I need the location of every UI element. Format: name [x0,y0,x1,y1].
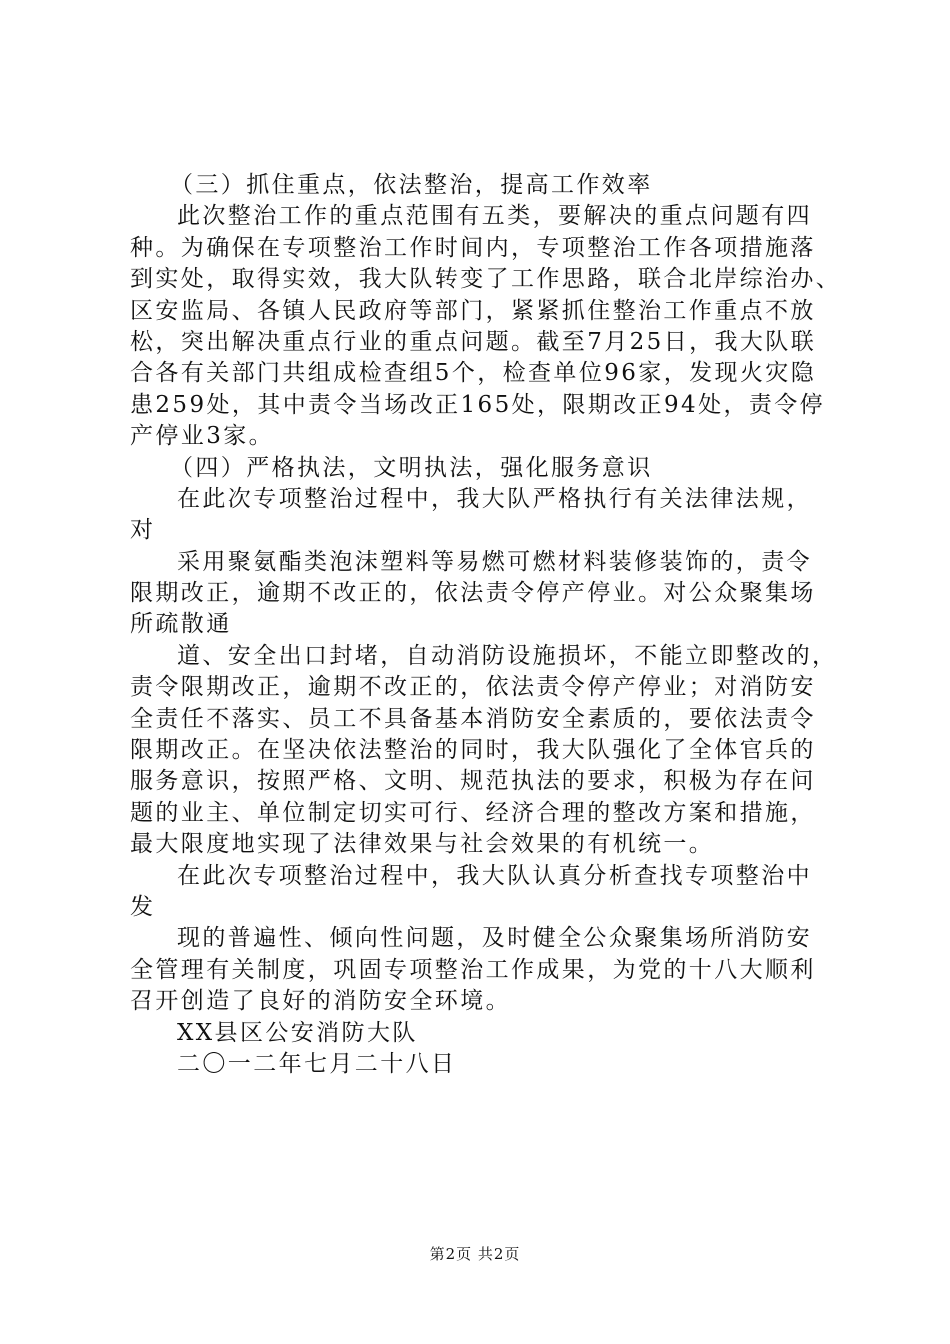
section-heading-3: （三）抓住重点，依法整治，提高工作效率 [170,172,653,198]
paragraph-4c [130,641,838,861]
text-line: 在此次专项整治过程中，我大队严格执行有关法律法规， [177,485,812,512]
paragraph-3 [130,201,842,452]
text-line: 召开创造了良好的消防安全环境。 [130,988,511,1015]
text-line: 采用聚氨酯类泡沫塑料等易燃可燃材料装修装饰的，责令 [177,548,812,575]
paragraph-5b [130,923,830,1017]
paragraph-4a [130,484,830,547]
document-body [130,170,842,1080]
text-line: 道、安全出口封堵，自动消防设施损坏，不能立即整改的， [177,642,838,669]
signature: XX县区公安消防大队 [177,1019,418,1046]
paragraph-5a [130,861,830,924]
text-line: 此次整治工作的重点范围有五类，要解决的重点问题有四 [177,203,812,230]
text-line: 限期改正。在坚决依法整治的同时，我大队强化了全体官兵的 [130,737,816,764]
text-line: 患259处，其中责令当场改正165处，限期改正94处，责令停 [130,391,826,418]
text-line: 全管理有关制度，巩固专项整治工作成果，为党的十八大顺利 [130,956,816,983]
text-line: 责令限期改正，逾期不改正的，依法责令停产停业；对消防安 [130,674,816,701]
text-line: 限期改正，逾期不改正的，依法责令停产停业。对公众聚集场 [130,580,816,607]
text-line: 发 [130,893,156,920]
text-line: 对 [130,517,156,544]
text-line: 服务意识，按照严格、文明、规范执法的要求，积极为存在问 [130,768,816,795]
text-line: 区安监局、各镇人民政府等部门，紧紧抓住整治工作重点不放 [130,297,816,324]
text-line: 产停业3家。 [130,423,275,450]
text-line: 题的业主、单位制定切实可行、经济合理的整改方案和措施， [130,799,816,826]
text-line: 全责任不落实、员工不具备基本消防安全素质的，要依法责令 [130,705,816,732]
text-line: 在此次专项整治过程中，我大队认真分析查找专项整治中 [177,862,812,889]
text-line: 到实处，取得实效，我大队转变了工作思路，联合北岸综治办、 [130,266,842,293]
text-line: 合各有关部门共组成检查组5个，检查单位96家，发现火灾隐 [130,360,817,387]
text-line: 松，突出解决重点行业的重点问题。截至7月25日，我大队联 [130,328,817,355]
text-line: 种。为确保在专项整治工作时间内，专项整治工作各项措施落 [130,234,816,261]
text-line: 现的普遍性、倾向性问题，及时健全公众聚集场所消防安 [177,925,812,952]
text-line: 最大限度地实现了法律效果与社会效果的有机统一。 [130,831,715,858]
page-footer: 第2页 共2页 [429,1245,521,1263]
paragraph-4b [130,547,830,641]
section-heading-4: （四）严格执法，文明执法，强化服务意识 [170,454,653,481]
document-date: 二〇一二年七月二十八日 [177,1050,457,1077]
text-line: 所疏散通 [130,611,232,638]
